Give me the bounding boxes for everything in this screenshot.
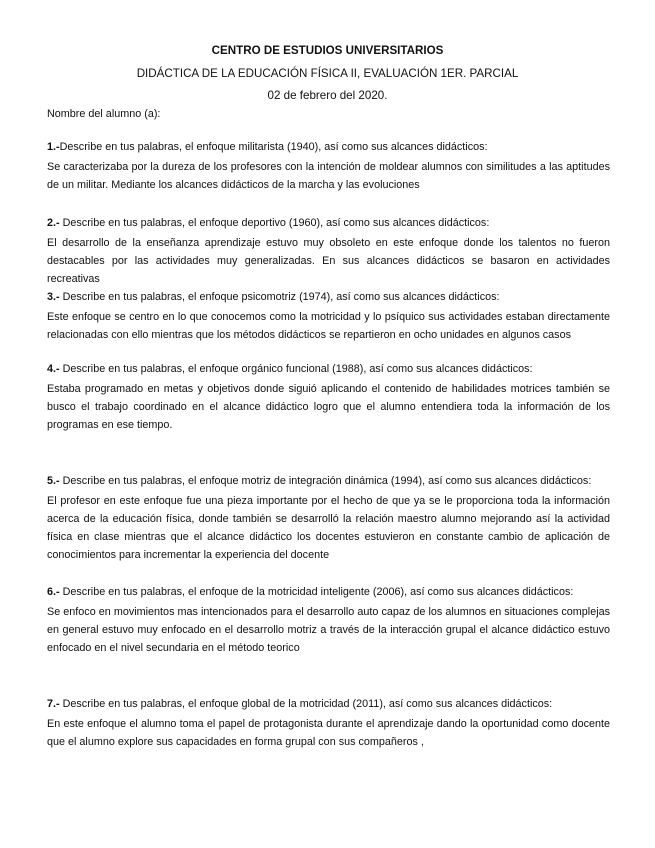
- question-number: 1.-: [47, 141, 60, 153]
- question-number: 7.-: [47, 698, 60, 710]
- question-number: 2.-: [47, 217, 60, 229]
- answer-text: El desarrollo de la enseñanza aprendizaje estuvo muy obsoleto en este enfoque donde los talentos no fueron destacables por las actividades muy generalizadas. En sus alcances didácticos se basaron en actividades recreativas: [47, 237, 610, 285]
- student-name-label: Nombre del alumno (a):: [47, 108, 161, 120]
- answer-text: Se caracterizaba por la dureza de los profesores con la intención de moldear alumnos con similitudes a las aptitudes de un militar. Mediante los alcances didácticos de la marcha y las evoluciones: [47, 161, 610, 191]
- question-prompt: Describe en tus palabras, el enfoque global de la motricidad (2011), así como sus alcances didácticos:: [59, 698, 553, 710]
- question-7: [47, 697, 610, 751]
- exam-date: 02 de febrero del 2020.: [267, 89, 388, 102]
- question-6: [47, 585, 610, 657]
- answer-text: Estaba programado en metas y objetivos donde siguió aplicando el contenido de habilidades motrices también se busco el trabajo coordinado en el alcance didáctico logro que el alumno entendiera toda la información de los programas en ese tiempo.: [47, 383, 610, 431]
- answer-text: Se enfoco en movimientos mas intencionados para el desarrollo auto capaz de los alumnos en situaciones complejas en general estuvo muy enfocado en el desarrollo motriz a través de la interacción grupal el alcance didáctico estuvo enfocado en el nivel secundaria en el método teorico: [47, 606, 610, 654]
- question-prompt: Describe en tus palabras, el enfoque orgánico funcional (1988), así como sus alcances didácticos:: [59, 363, 533, 375]
- answer-text: Este enfoque se centro en lo que conocemos como la motricidad y lo psíquico sus actividades estaban directamente relacionadas con ello mientras que los métodos didácticos se repartieron en ocho unidades en algunos casos: [47, 311, 610, 341]
- question-number: 3.-: [47, 291, 60, 303]
- question-prompt: Describe en tus palabras, el enfoque motriz de integración dinámica (1994), así como sus alcances didácticos:: [59, 475, 592, 487]
- question-3: [47, 290, 610, 344]
- exam-subject: DIDÁCTICA DE LA EDUCACIÓN FÍSICA II, EVALUACIÓN 1ER. PARCIAL: [136, 67, 519, 80]
- question-2: [47, 216, 610, 288]
- question-number: 4.-: [47, 363, 60, 375]
- question-1: [47, 140, 610, 194]
- question-prompt: Describe en tus palabras, el enfoque deportivo (1960), así como sus alcances didácticos:: [59, 217, 490, 229]
- question-number: 5.-: [47, 475, 60, 487]
- question-prompt: Describe en tus palabras, el enfoque militarista (1940), así como sus alcances didácticos:: [59, 141, 488, 153]
- question-5: [47, 474, 610, 564]
- question-prompt: Describe en tus palabras, el enfoque de la motricidad inteligente (2006), así como sus alcances didácticos:: [59, 586, 574, 598]
- answer-text: En este enfoque el alumno toma el papel de protagonista durante el aprendizaje dando la oportunidad como docente que el alumno explore sus capacidades en forma grupal con sus compañeros ,: [47, 718, 610, 748]
- question-prompt: Describe en tus palabras, el enfoque psicomotriz (1974), así como sus alcances didácticos:: [59, 291, 500, 303]
- question-number: 6.-: [47, 586, 60, 598]
- question-4: [47, 362, 610, 434]
- answer-text: El profesor en este enfoque fue una pieza importante por el hecho de que ya se le proporciona toda la información acerca de la educación física, donde también se desarrolló la relación maestro alumno mejorando así la actividad física en clase mientras que el alcance didáctico los docentes estuvieron en constante cambio de aplicación de conocimientos para incrementar la experiencia del docente: [47, 495, 610, 561]
- institution-title: CENTRO DE ESTUDIOS UNIVERSITARIOS: [211, 44, 444, 57]
